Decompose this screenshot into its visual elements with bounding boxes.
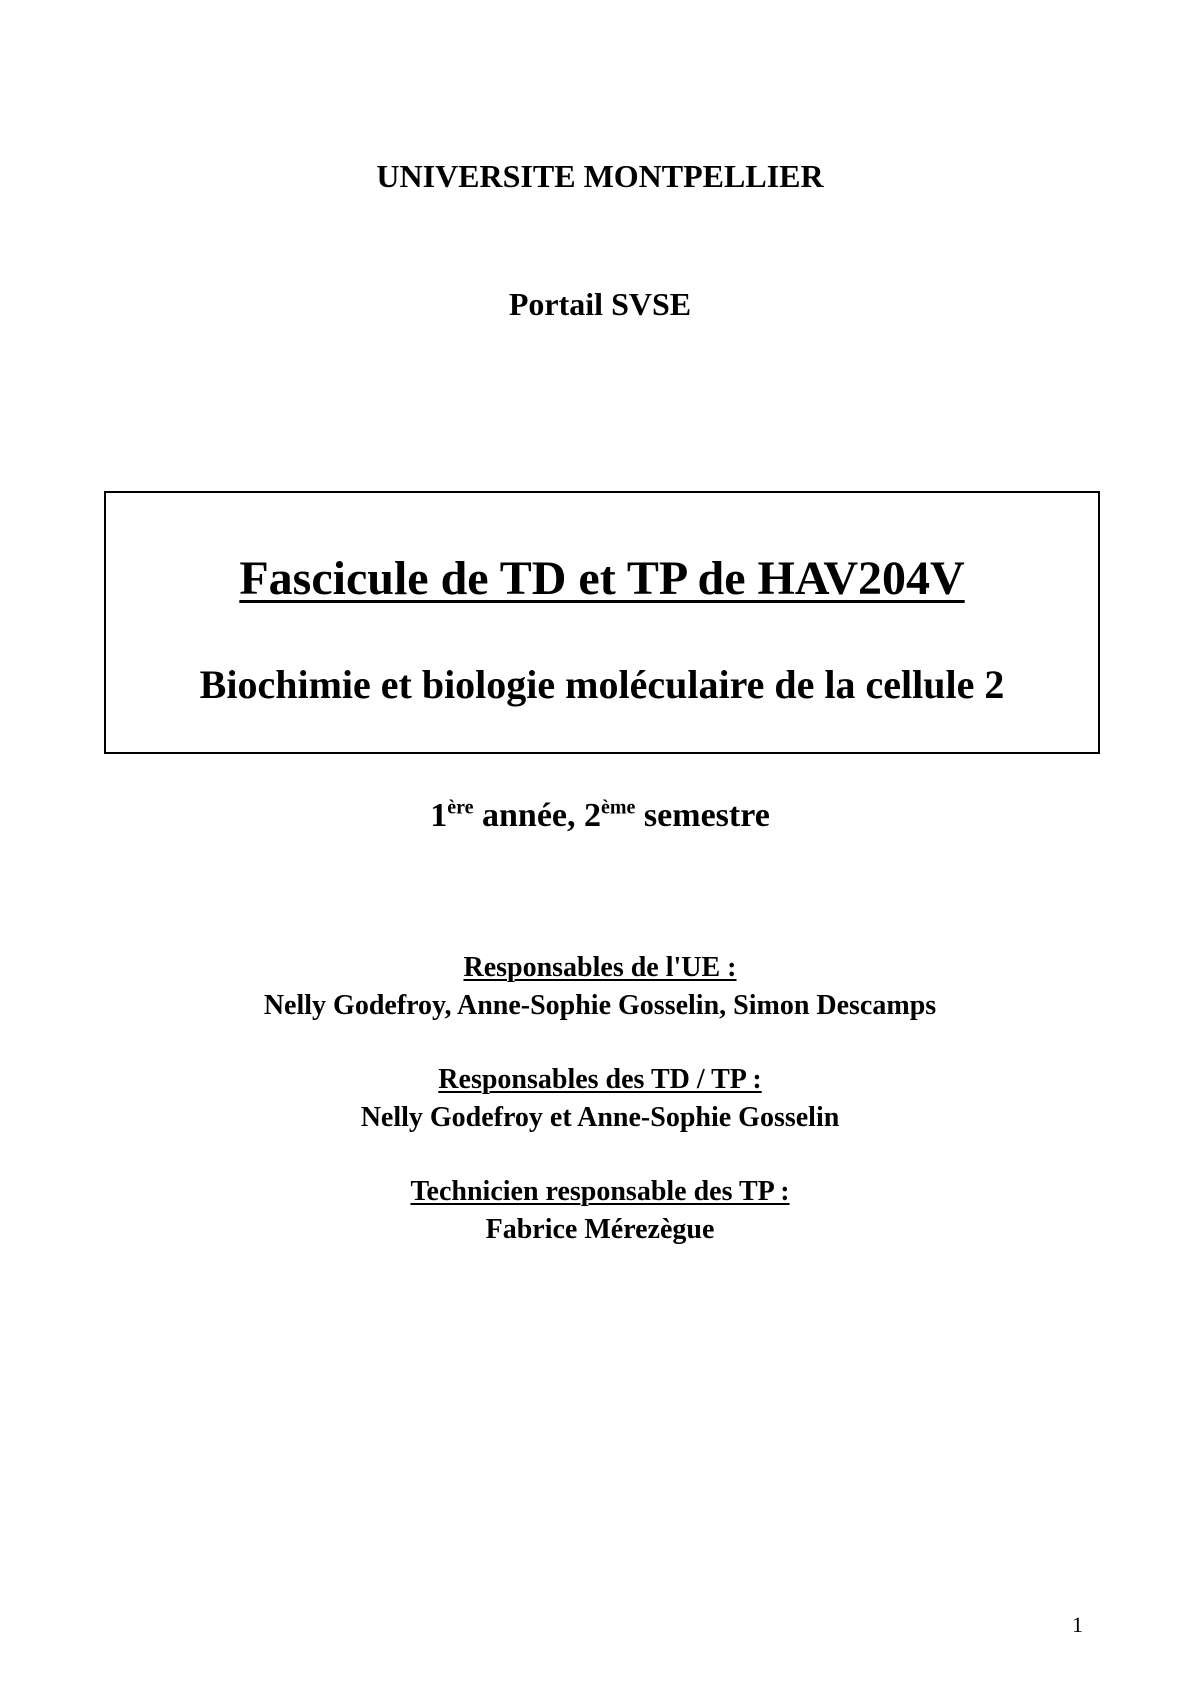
page-number: 1 — [1072, 1612, 1083, 1637]
technician-label-line — [0, 1176, 1200, 1208]
title-box — [104, 491, 1100, 754]
semester-number: 2 — [584, 797, 601, 834]
year-number: 1 — [430, 797, 448, 834]
portal-name: Portail SVSE — [508, 286, 692, 322]
semester-suffix: ème — [601, 796, 636, 819]
year-word: année, — [473, 797, 584, 834]
ue-responsibles-label-line — [0, 952, 1200, 984]
university-name: UNIVERSITE MONTPELLIER — [376, 158, 824, 194]
td-tp-responsibles-names: Nelly Godefroy et Anne-Sophie Gosselin — [360, 1102, 840, 1133]
ue-responsibles-names: Nelly Godefroy, Anne-Sophie Gosselin, Simon Descamps — [263, 990, 937, 1021]
td-tp-responsibles-label-line — [0, 1064, 1200, 1096]
td-tp-responsibles-label: Responsables des TD / TP : — [438, 1064, 762, 1095]
technician-name: Fabrice Mérezègue — [485, 1214, 715, 1245]
semester-word: semestre — [635, 797, 770, 834]
course-title-text: Fascicule de TD et TP de HAV204V — [239, 552, 965, 605]
course-title — [106, 551, 1098, 606]
technician-label: Technicien responsable des TP : — [410, 1176, 790, 1207]
ue-responsibles-label: Responsables de l'UE : — [463, 952, 737, 983]
year-semester-line — [0, 797, 1200, 835]
course-subtitle: Biochimie et biologie moléculaire de la cellule 2 — [199, 662, 1005, 707]
year-suffix: ère — [447, 796, 474, 819]
